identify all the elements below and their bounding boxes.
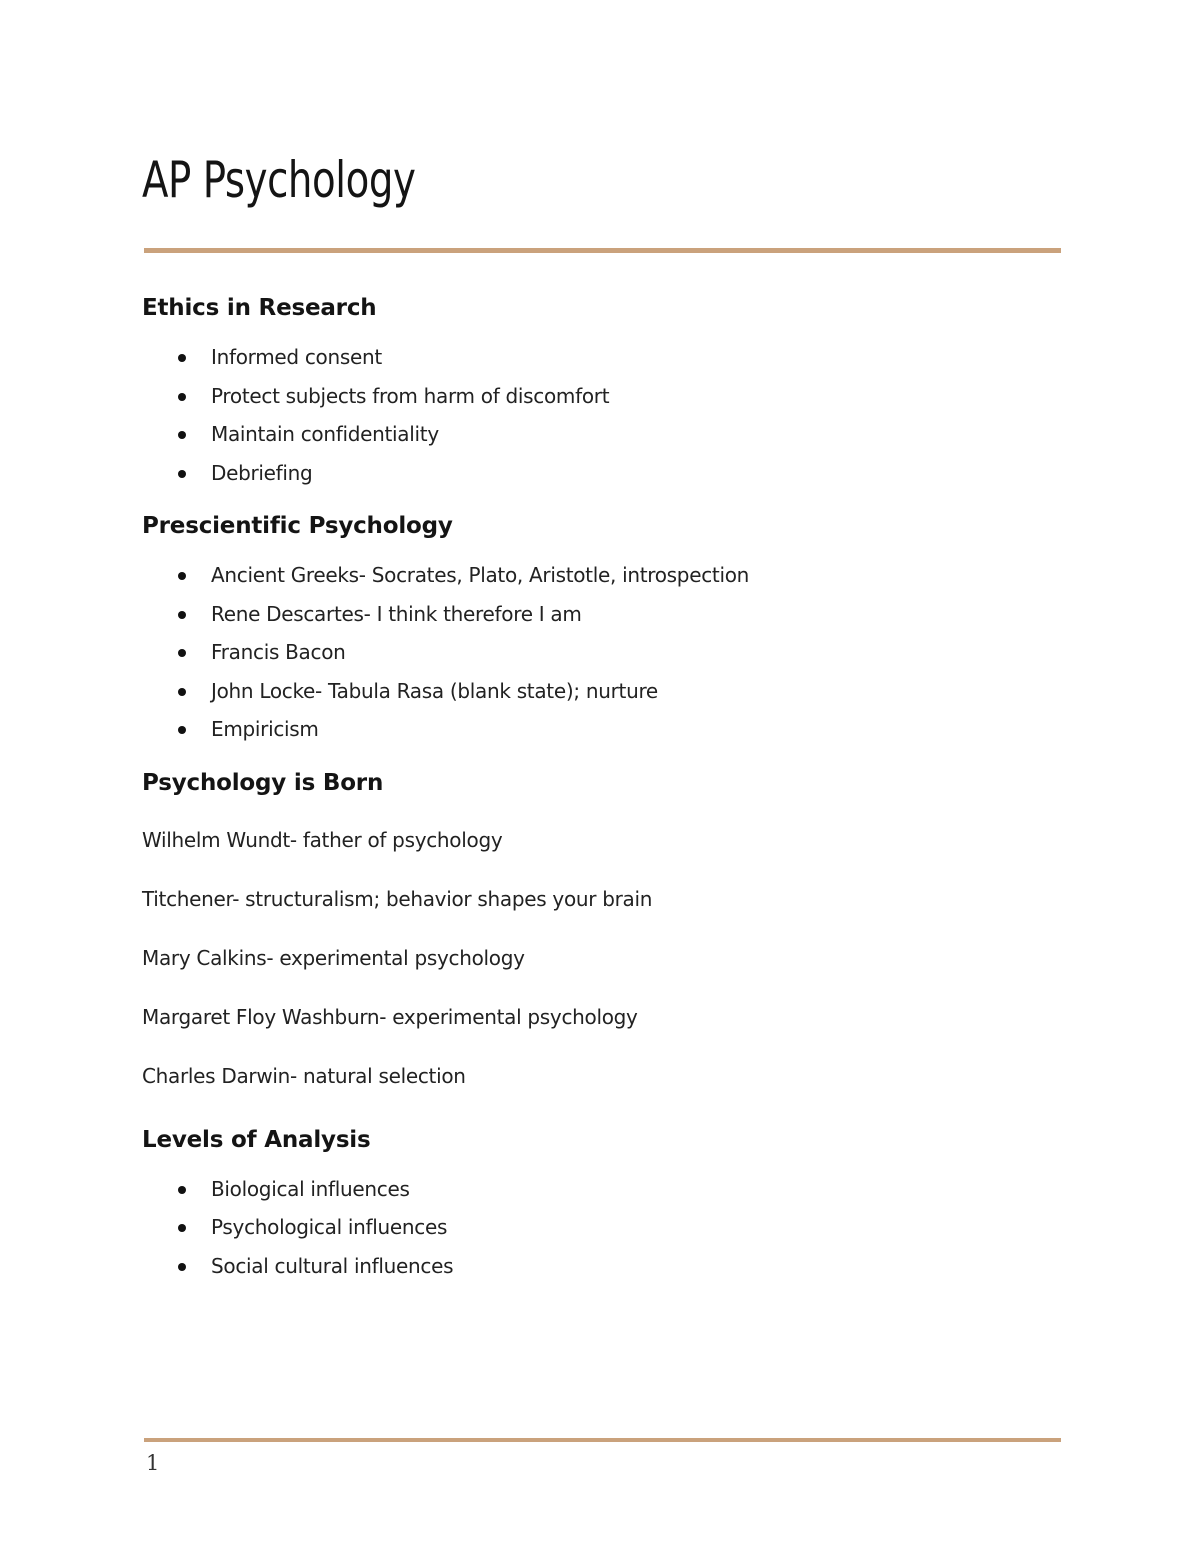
list-item: [142, 377, 1062, 416]
section-heading: Levels of Analysis: [142, 1126, 371, 1153]
bullet-icon: [178, 393, 186, 401]
bullet-icon: [178, 354, 186, 362]
list-item: [142, 595, 1062, 634]
list-item-text: Biological influences: [211, 1176, 410, 1201]
list-item-text: Ancient Greeks- Socrates, Plato, Aristotle, introspection: [211, 563, 750, 587]
paragraph: Wilhelm Wundt- father of psychology: [142, 827, 503, 852]
list-item-text: John Locke- Tabula Rasa (blank state); nurture: [211, 678, 658, 703]
list-item-text: Protect subjects from harm of discomfort: [211, 383, 610, 408]
bullet-icon: [178, 726, 186, 734]
list-item-text: Social cultural influences: [211, 1253, 454, 1278]
footer-divider: [144, 1438, 1061, 1442]
bullet-list: [142, 556, 1062, 749]
section-levels-of-analysis: [142, 1118, 1062, 1286]
title-divider: [144, 248, 1061, 253]
section-heading: Ethics in Research: [142, 295, 377, 321]
list-item: [142, 1208, 1062, 1247]
section-heading: Prescientific Psychology: [142, 513, 453, 539]
bullet-icon: [178, 470, 186, 478]
list-item-text: Rene Descartes- I think therefore I am: [211, 601, 582, 626]
paragraph: Margaret Floy Washburn- experimental psychology: [142, 1004, 638, 1029]
bullet-icon: [178, 649, 186, 657]
section-prescientific-psychology: [142, 504, 1062, 749]
list-item: [142, 415, 1062, 454]
list-item-text: Debriefing: [211, 460, 313, 485]
list-item: [142, 710, 1062, 749]
list-item: [142, 1170, 1062, 1209]
section-psychology-is-born: [142, 761, 1062, 1106]
bullet-icon: [178, 1186, 186, 1194]
list-item-text: Francis Bacon: [211, 640, 346, 664]
list-item-text: Maintain confidentiality: [211, 422, 439, 446]
bullet-icon: [178, 1224, 186, 1232]
bullet-list: [142, 338, 1062, 492]
bullet-icon: [178, 688, 186, 696]
list-item-text: Empiricism: [211, 717, 319, 741]
list-item-text: Psychological influences: [211, 1215, 448, 1239]
document-body: [142, 286, 1062, 1297]
list-item: [142, 556, 1062, 595]
paragraph: Charles Darwin- natural selection: [142, 1063, 466, 1088]
bullet-icon: [178, 611, 186, 619]
list-item: [142, 633, 1062, 672]
list-item-text: Informed consent: [211, 345, 382, 369]
bullet-icon: [178, 431, 186, 439]
list-item: [142, 1247, 1062, 1286]
list-item: [142, 338, 1062, 377]
bullet-icon: [178, 1263, 186, 1271]
section-ethics-in-research: [142, 286, 1062, 492]
paragraph: Titchener- structuralism; behavior shapes your brain: [142, 886, 653, 911]
paragraph-list: [142, 811, 1062, 1106]
paragraph: Mary Calkins- experimental psychology: [142, 945, 525, 970]
list-item: [142, 672, 1062, 711]
page-number: 1: [146, 1451, 160, 1475]
section-heading: Psychology is Born: [142, 769, 384, 796]
bullet-icon: [178, 572, 186, 580]
list-item: [142, 454, 1062, 493]
document-title: AP Psychology: [142, 151, 416, 209]
bullet-list: [142, 1170, 1062, 1286]
